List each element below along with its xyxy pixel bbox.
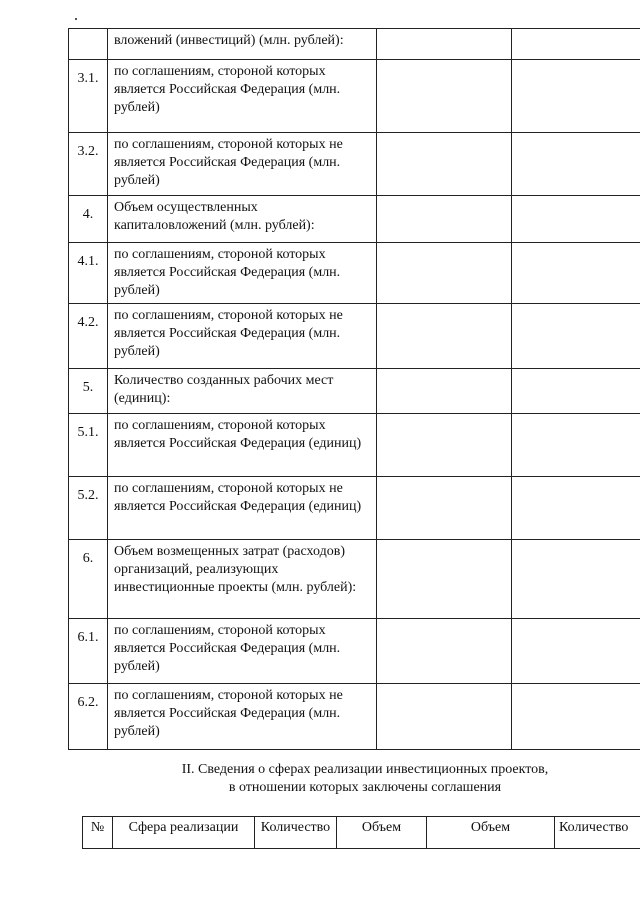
value-cell xyxy=(512,29,640,60)
value-cell xyxy=(377,540,512,619)
section-title-line: в отношении которых заключены соглашения xyxy=(228,780,502,795)
row-label: по соглашениям, стороной которых не является Российская Федерация (единиц) xyxy=(108,477,377,540)
value-cell xyxy=(512,369,640,414)
row-label: Объем осуществленных капиталовложений (млн. рублей): xyxy=(108,196,377,243)
table-row xyxy=(69,29,640,60)
header-cell-volume-2: Объем xyxy=(427,817,555,849)
scan-speck xyxy=(75,18,77,20)
table-row xyxy=(69,243,640,304)
header-cell-sphere: Сфера реализации xyxy=(113,817,255,849)
value-cell xyxy=(512,196,640,243)
value-cell xyxy=(377,133,512,196)
value-cell xyxy=(512,243,640,304)
header-cell-count-2: Количество xyxy=(555,817,640,849)
row-number: 4.1. xyxy=(69,243,108,304)
row-number: 6.2. xyxy=(69,684,108,750)
table-row xyxy=(69,477,640,540)
row-label: по соглашениям, стороной которых не является Российская Федерация (млн. рублей) xyxy=(108,304,377,369)
header-cell-volume: Объем xyxy=(337,817,427,849)
value-cell xyxy=(512,684,640,750)
row-number: 5.1. xyxy=(69,414,108,477)
section-heading xyxy=(130,761,600,797)
value-cell xyxy=(377,60,512,133)
value-cell xyxy=(377,619,512,684)
table-row xyxy=(69,304,640,369)
table-row xyxy=(69,196,640,243)
value-cell xyxy=(512,304,640,369)
value-cell xyxy=(377,243,512,304)
row-label: Объем возмещенных затрат (расходов) организаций, реализующих инвестиционные проекты (млн. рублей): xyxy=(108,540,377,619)
value-cell xyxy=(512,540,640,619)
table-row xyxy=(69,60,640,133)
row-number: 3.2. xyxy=(69,133,108,196)
row-number: 3.1. xyxy=(69,60,108,133)
header-cell-count: Количество xyxy=(255,817,337,849)
table-row xyxy=(69,369,640,414)
row-number: 4. xyxy=(69,196,108,243)
row-label: по соглашениям, стороной которых является Российская Федерация (единиц) xyxy=(108,414,377,477)
value-cell xyxy=(512,60,640,133)
value-cell xyxy=(377,369,512,414)
value-cell xyxy=(377,196,512,243)
spheres-table xyxy=(82,816,640,849)
value-cell xyxy=(512,133,640,196)
value-cell xyxy=(377,414,512,477)
value-cell xyxy=(512,477,640,540)
row-label: вложений (инвестиций) (млн. рублей): xyxy=(108,29,377,60)
value-cell xyxy=(377,304,512,369)
row-number: 6. xyxy=(69,540,108,619)
row-label: по соглашениям, стороной которых не является Российская Федерация (млн. рублей) xyxy=(108,684,377,750)
row-label: по соглашениям, стороной которых является Российская Федерация (млн. рублей) xyxy=(108,243,377,304)
table-row xyxy=(69,540,640,619)
row-number xyxy=(69,29,108,60)
value-cell xyxy=(377,477,512,540)
row-label: по соглашениям, стороной которых является Российская Федерация (млн. рублей) xyxy=(108,619,377,684)
indicators-table xyxy=(68,28,640,750)
row-number: 4.2. xyxy=(69,304,108,369)
section-title-line: II. Сведения о сферах реализации инвестиционных проектов, xyxy=(181,762,549,777)
row-label: Количество созданных рабочих мест (единиц): xyxy=(108,369,377,414)
table-row xyxy=(69,133,640,196)
row-number: 5. xyxy=(69,369,108,414)
table-row xyxy=(69,414,640,477)
row-label: по соглашениям, стороной которых не является Российская Федерация (млн. рублей) xyxy=(108,133,377,196)
value-cell xyxy=(377,29,512,60)
table-header-row xyxy=(83,817,640,849)
header-cell-number: № xyxy=(83,817,113,849)
row-number: 5.2. xyxy=(69,477,108,540)
table-row xyxy=(69,619,640,684)
table-row xyxy=(69,684,640,750)
value-cell xyxy=(512,619,640,684)
row-label: по соглашениям, стороной которых является Российская Федерация (млн. рублей) xyxy=(108,60,377,133)
value-cell xyxy=(512,414,640,477)
value-cell xyxy=(377,684,512,750)
row-number: 6.1. xyxy=(69,619,108,684)
